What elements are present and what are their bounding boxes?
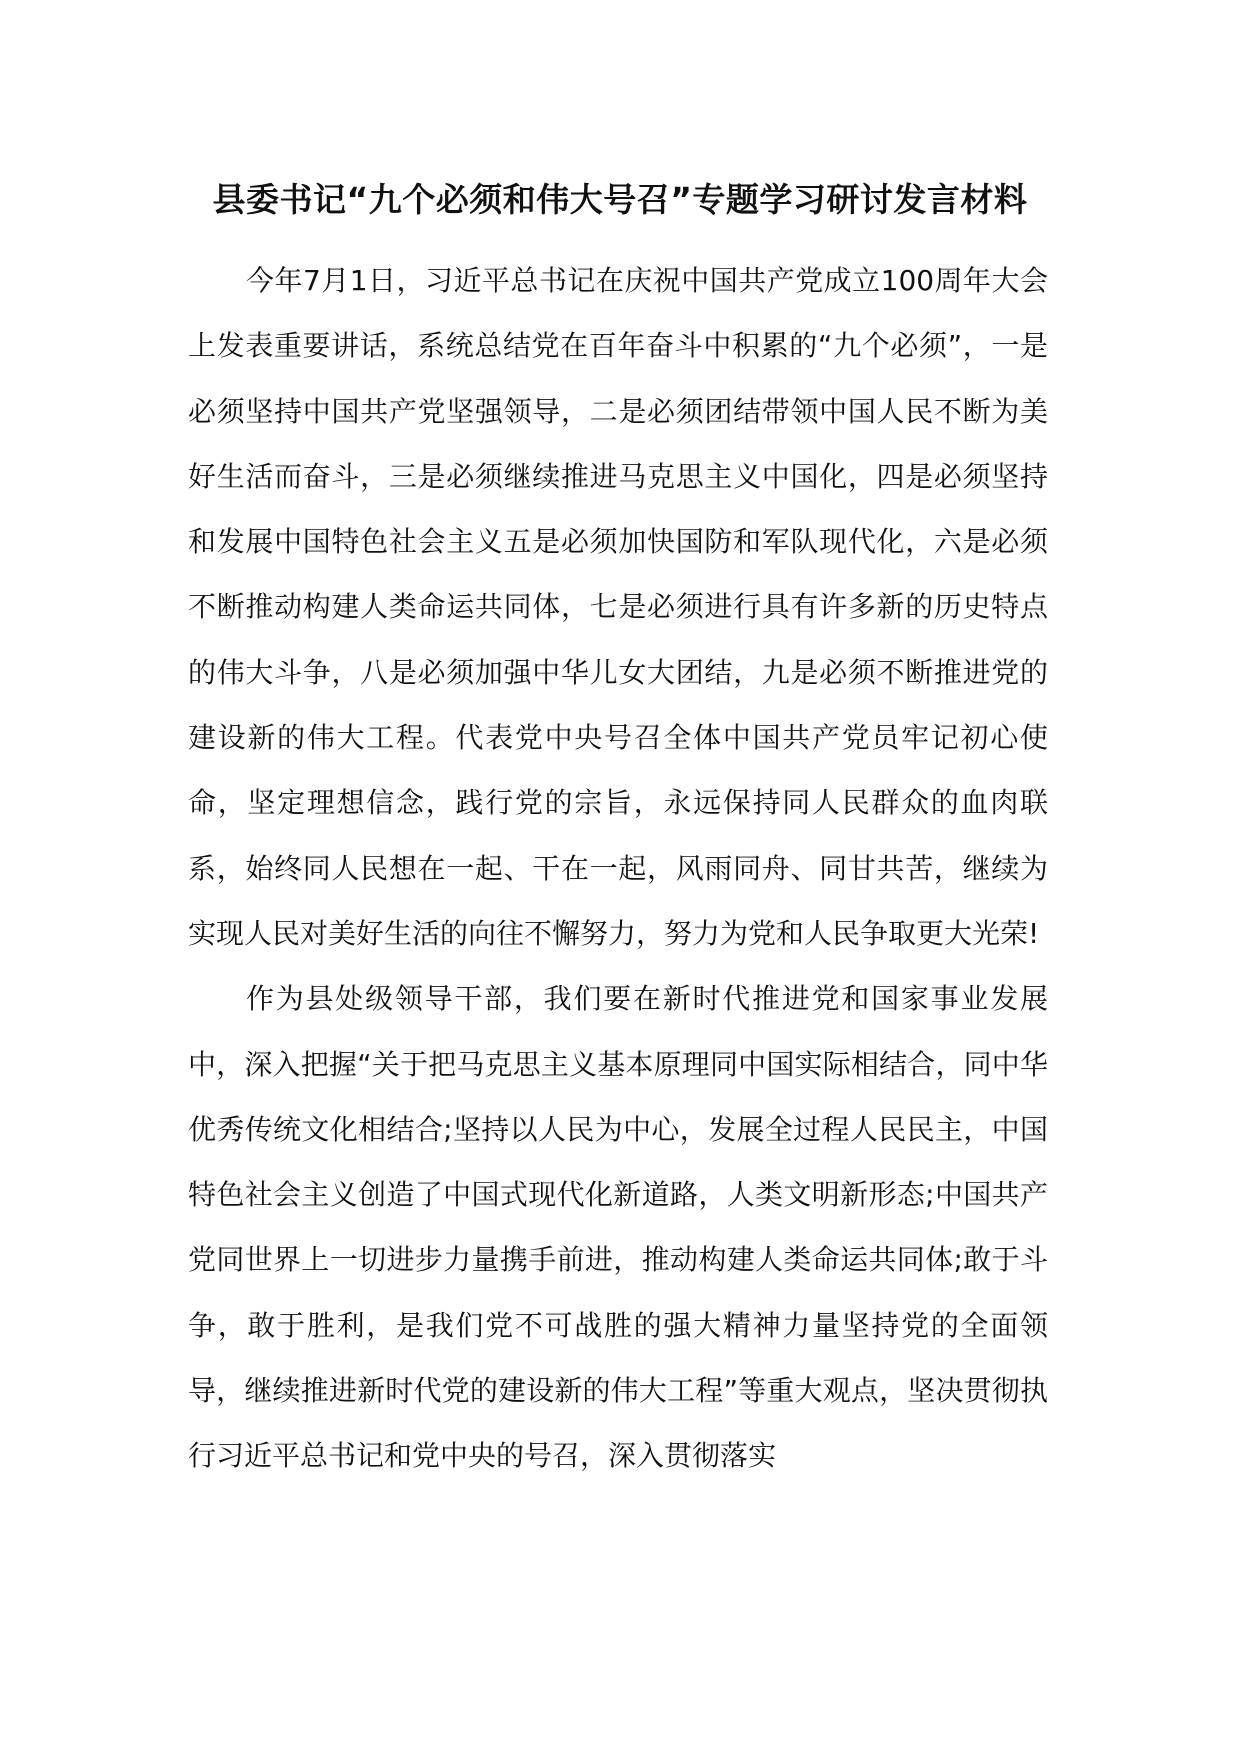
paragraph-1: 今年7月1日，习近平总书记在庆祝中国共产党成立100周年大会上发表重要讲话，系统总结党在百年奋斗中积累的“九个必须”，一是必须坚持中国共产党坚强领导，二是必须团结带领中国人民不断为美好生活而奋斗，三是必须继续推进马克思主义中国化，四是必须坚持和发展中国特色社会主义五是必须加快国防和军队现代化，六是必须不断推动构建人类命运共同体，七是必须进行具有许多新的历史特点的伟大斗争，八是必须加强中华儿女大团结，九是必须不断推进党的建设新的伟大工程。代表党中央号召全体中国共产党员牢记初心使命，坚定理想信念，践行党的宗旨，永远保持同人民群众的血肉联系，始终同人民想在一起、干在一起，风雨同舟、同甘共苦，继续为实现人民对美好生活的向往不懈努力，努力为党和人民争取更大光荣!: [188, 264, 1048, 950]
paragraph-2: 作为县处级领导干部，我们要在新时代推进党和国家事业发展中，深入把握“关于把马克思主义基本原理同中国实际相结合，同中华优秀传统文化相结合;坚持以人民为中心，发展全过程人民民主，中国特色社会主义创造了中国式现代化新道路，人类文明新形态;中国共产党同世界上一切进步力量携手前进，推动构建人类命运共同体;敢于斗争，敢于胜利，是我们党不可战胜的强大精神力量坚持党的全面领导，继续推进新时代党的建设新的伟大工程”等重大观点，坚决贯彻执行习近平总书记和党中央的号召，深入贯彻落实: [188, 982, 1048, 1473]
document-body: [188, 248, 1048, 1489]
document-title: 县委书记“九个必须和伟大号召”专题学习研讨发言材料: [212, 180, 1028, 219]
